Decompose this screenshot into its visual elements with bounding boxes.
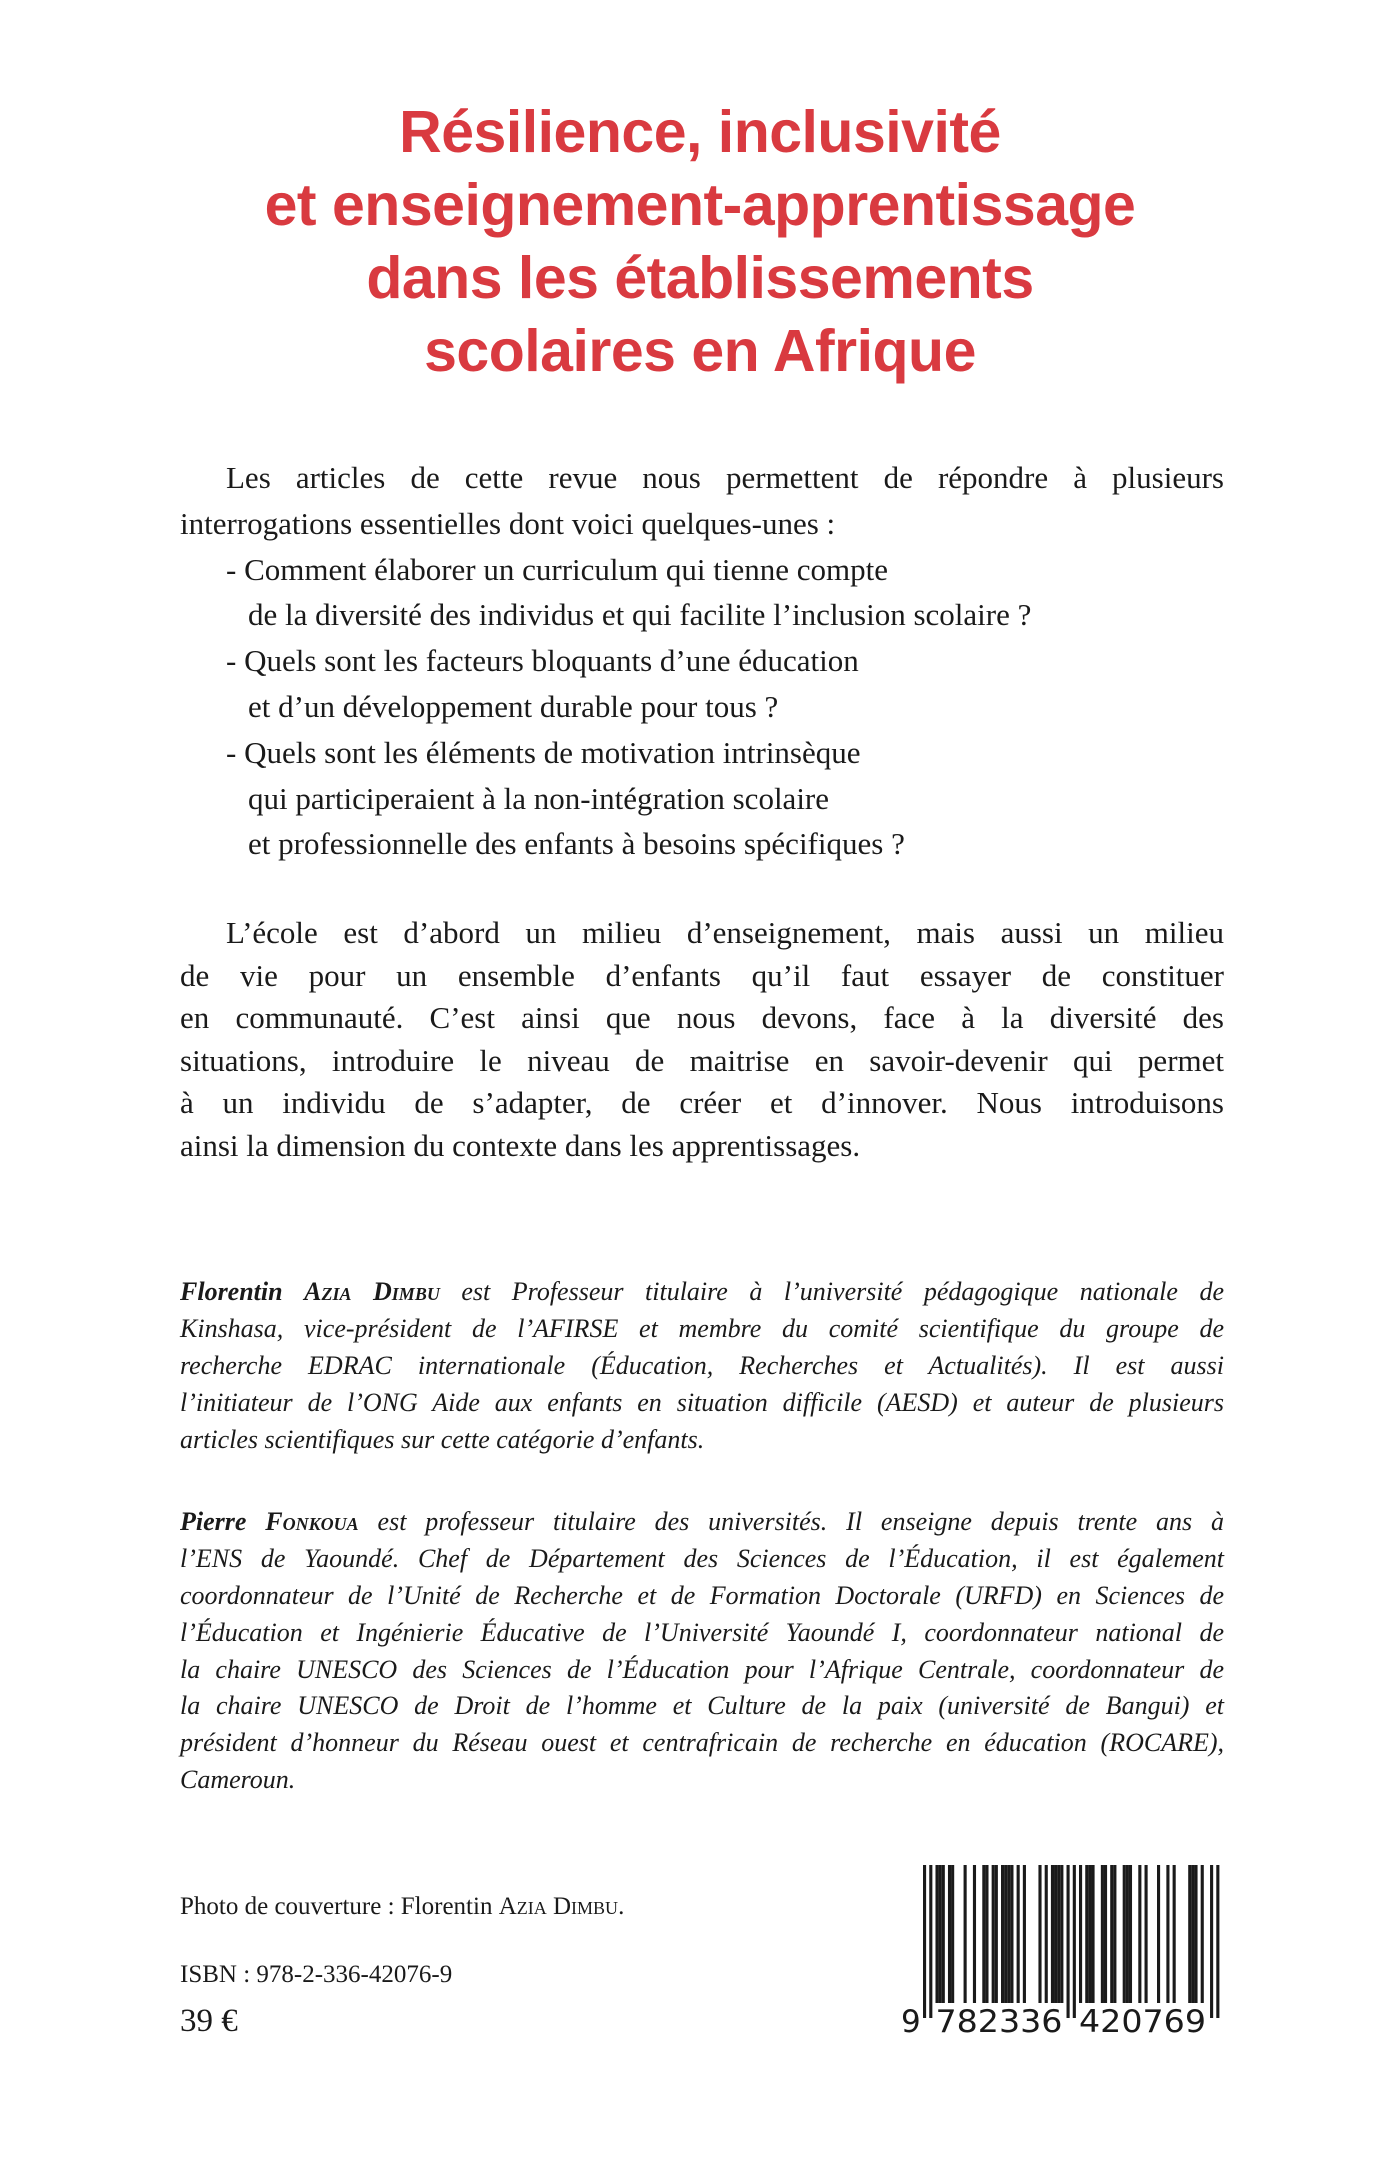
photo-credit: [180, 1893, 624, 1921]
bio-line: [180, 1504, 1224, 1541]
title-line-1: Résilience, inclusivité: [399, 99, 1001, 165]
book-title: [0, 96, 1400, 388]
question-list: [180, 547, 1224, 868]
body-line: ainsi la dimension du contexte dans les apprentissages.: [180, 1127, 861, 1163]
photo-credit-suffix: .: [618, 1893, 625, 1920]
bio-line: la chaire UNESCO des Sciences de l’Éducation pour l’Afrique Centrale, coordonnateur de: [180, 1654, 1224, 1684]
title-line-4: scolaires en Afrique: [424, 318, 976, 384]
barcode-digits: 782336: [935, 2004, 1063, 2040]
bio-line: [180, 1274, 1224, 1311]
question-continuation: de la diversité des individus et qui facilite l’inclusion scolaire ?: [248, 597, 1032, 633]
price: 39 €: [180, 2003, 238, 2039]
question-continuation: et d’un développement durable pour tous ?: [248, 688, 779, 724]
bio-line: la chaire UNESCO de Droit de l’homme et Culture de la paix (université de Bangui) et: [180, 1691, 1224, 1721]
body-line: à un individu de s’adapter, de créer et d’innover. Nous introduisons: [180, 1085, 1224, 1120]
photo-credit-name: Azia Dimbu: [498, 1893, 619, 1920]
barcode-digits: 9: [901, 2004, 921, 2040]
bio-line: recherche EDRAC internationale (Éducation, Recherches et Actualités). Il est aussi: [180, 1350, 1224, 1380]
title-line-3: dans les établissements: [366, 245, 1034, 311]
body-line: L’école est d’abord un milieu d’enseignement, mais aussi un milieu: [226, 915, 1224, 950]
bio-line: articles scientifiques sur cette catégorie d’enfants.: [180, 1424, 705, 1454]
author-last-name: Fonkoua: [265, 1507, 359, 1536]
author-first-name: Florentin: [180, 1277, 283, 1306]
bio-line: Cameroun.: [180, 1765, 296, 1795]
body-line: de vie pour un ensemble d’enfants qu’il faut essayer de constituer: [180, 957, 1224, 993]
bio-line: l’initiateur de l’ONG Aide aux enfants en situation difficile (AESD) et auteur de plusieurs: [180, 1387, 1224, 1417]
bio-line: président d’honneur du Réseau ouest et centrafricain de recherche en éducation (ROCARE),: [180, 1728, 1224, 1758]
question-item: - Quels sont les facteurs bloquants d’une éducation: [226, 643, 859, 679]
intro-line: interrogations essentielles dont voici quelques-unes :: [180, 505, 836, 541]
body-paragraph: [180, 912, 1224, 1167]
title-line-2: et enseignement-apprentissage: [264, 172, 1136, 238]
author-bio-azia-dimbu: [180, 1274, 1224, 1458]
intro-line: Les articles de cette revue nous permettent de répondre à plusieurs: [226, 460, 1224, 495]
body-line: situations, introduire le niveau de maitrise en savoir-devenir qui permet: [180, 1042, 1224, 1078]
intro-paragraph: [180, 455, 1224, 867]
barcode-digits: 420769: [1079, 2004, 1206, 2040]
bio-line: Kinshasa, vice-président de l’AFIRSE et membre du comité scientifique du groupe de: [180, 1313, 1224, 1343]
author-last-name: Azia Dimbu: [304, 1277, 440, 1306]
body-line: en communauté. C’est ainsi que nous devons, face à la diversité des: [180, 1000, 1224, 1035]
bio-text: est Professeur titulaire à l’université pédagogique nationale de: [461, 1277, 1225, 1306]
bio-text: est professeur titulaire des universités. Il enseigne depuis trente ans à: [377, 1507, 1225, 1536]
question-continuation: et professionnelle des enfants à besoins spécifiques ?: [248, 826, 905, 862]
isbn: ISBN : 978-2-336-42076-9: [180, 1961, 453, 1988]
barcode-bars: [895, 1862, 1235, 2042]
bio-line: l’ENS de Yaoundé. Chef de Département des Sciences de l’Éducation, il est également: [180, 1543, 1224, 1573]
author-bio-fonkoua: [180, 1504, 1224, 1799]
bio-line: coordonnateur de l’Unité de Recherche et de Formation Doctorale (URFD) en Sciences de: [180, 1580, 1224, 1610]
question-item: - Quels sont les éléments de motivation intrinsèque: [226, 734, 861, 770]
photo-credit-label: Photo de couverture : Florentin: [180, 1893, 499, 1920]
isbn-barcode: [895, 1862, 1235, 2042]
bio-line: l’Éducation et Ingénierie Éducative de l’Université Yaoundé I, coordonnateur national de: [180, 1617, 1224, 1647]
question-item: - Comment élaborer un curriculum qui tienne compte: [226, 551, 888, 587]
question-continuation: qui participeraient à la non-intégration scolaire: [248, 780, 830, 816]
author-first-name: Pierre: [180, 1507, 247, 1536]
